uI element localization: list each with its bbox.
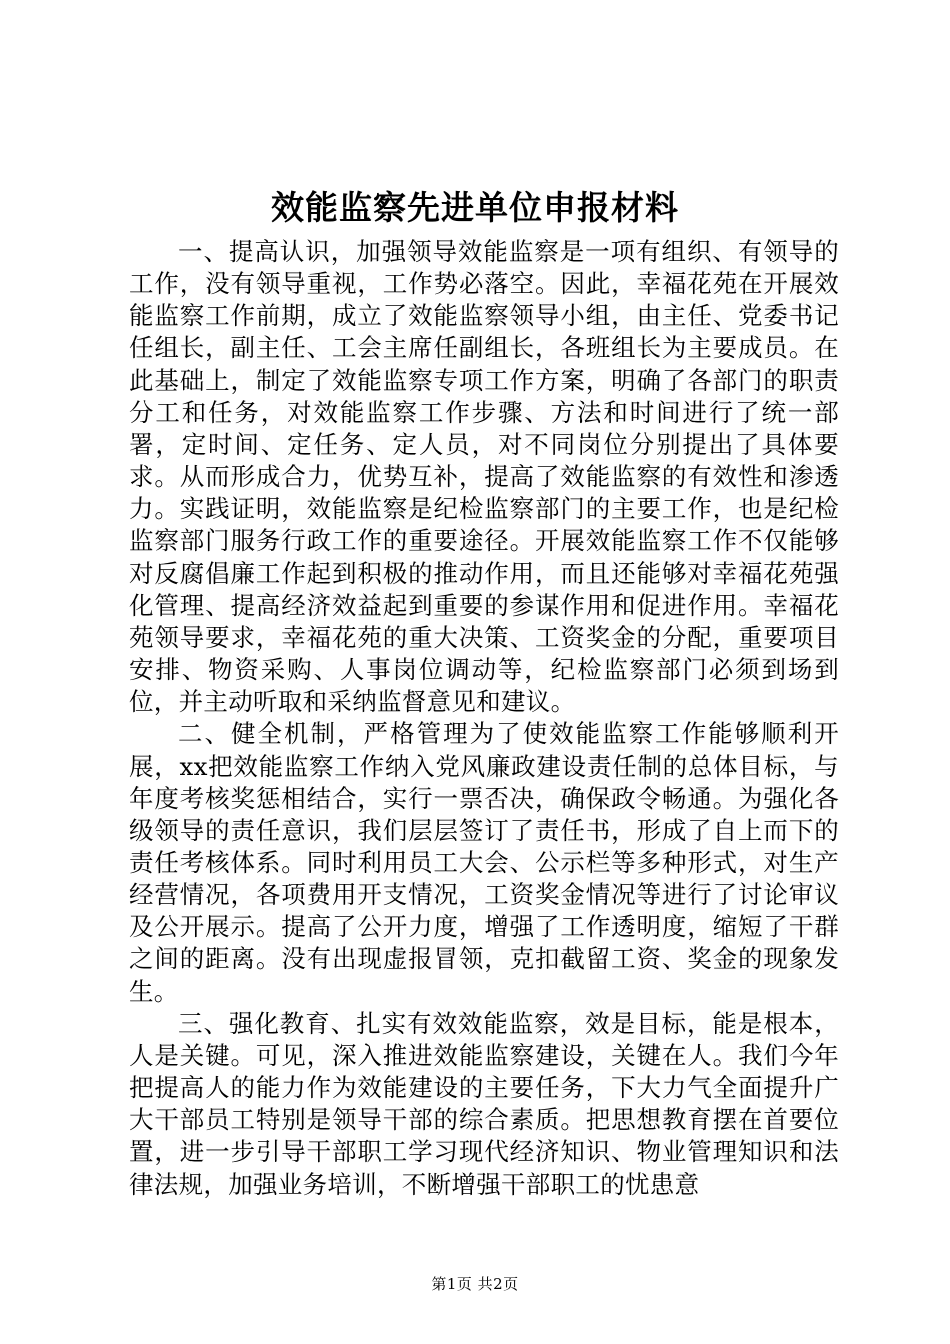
document-body bbox=[129, 236, 839, 1201]
page-footer: 第1页 共2页 bbox=[431, 1275, 519, 1293]
paragraph-3: 三、强化教育、扎实有效效能监察，效是目标，能是根本，人是关键。可见，深入推进效能监察建设，关键在人。我们今年把提高人的能力作为效能建设的主要任务，下大力气全面提升广大干部员工特别是领导干部的综合素质。把思想教育摆在首要位置，进一步引导干部职工学习现代经济知识、物业管理知识和法律法规，加强业务培训，不断增强干部职工的忧患意 bbox=[129, 1008, 839, 1199]
document-title: 效能监察先进单位申报材料 bbox=[271, 188, 679, 227]
paragraph-1: 一、提高认识，加强领导效能监察是一项有组织、有领导的工作，没有领导重视，工作势必落空。因此，幸福花苑在开展效能监察工作前期，成立了效能监察领导小组，由主任、党委书记任组长，副主任、工会主席任副组长，各班组长为主要成员。在此基础上，制定了效能监察专项工作方案，明确了各部门的职责分工和任务，对效能监察工作步骤、方法和时间进行了统一部署，定时间、定任务、定人员，对不同岗位分别提出了具体要求。从而形成合力，优势互补，提高了效能监察的有效性和渗透力。实践证明，效能监察是纪检监察部门的主要工作，也是纪检监察部门服务行政工作的重要途径。开展效能监察工作不仅能够对反腐倡廉工作起到积极的推动作用，而且还能够对幸福花苑强化管理、提高经济效益起到重要的参谋作用和促进作用。幸福花苑领导要求，幸福花苑的重大决策、工资奖金的分配，重要项目安排、物资采购、人事岗位调动等，纪检监察部门必须到场到位，并主动听取和采纳监督意见和建议。 bbox=[129, 237, 839, 717]
paragraph-2: 二、健全机制，严格管理为了使效能监察工作能够顺利开展，xx把效能监察工作纳入党风廉政建设责任制的总体目标，与年度考核奖惩相结合，实行一票否决，确保政令畅通。为强化各级领导的责任意识，我们层层签订了责任书，形成了自上而下的责任考核体系。同时利用员工大会、公示栏等多种形式，对生产经营情况，各项费用开支情况，工资奖金情况等进行了讨论审议及公开展示。提高了公开力度，增强了工作透明度，缩短了干群之间的距离。没有出现虚报冒领，克扣截留工资、奖金的现象发生。 bbox=[129, 719, 839, 1006]
